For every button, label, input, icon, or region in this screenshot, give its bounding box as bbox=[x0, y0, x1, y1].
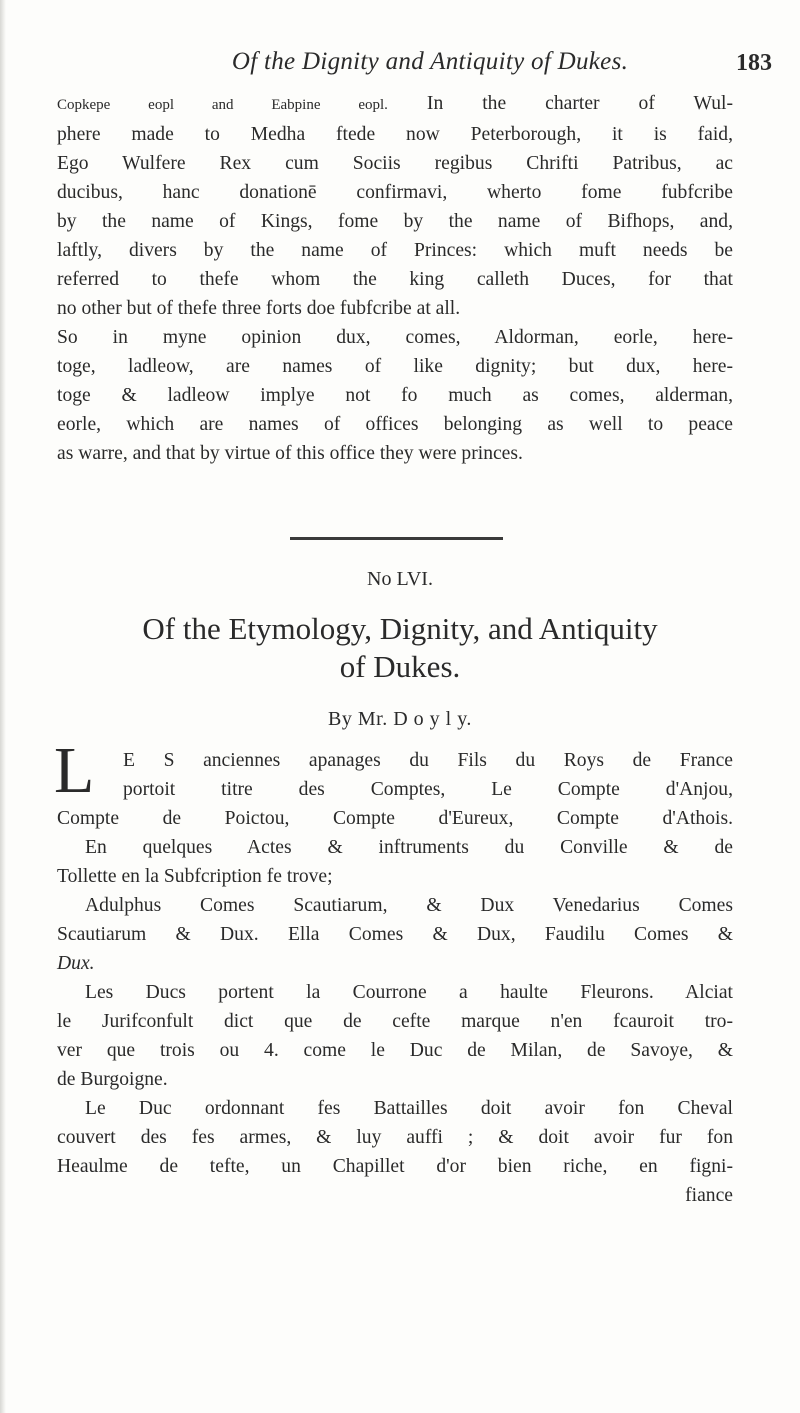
text-line: le Jurifconfult dict que de cefte marque n'en fcauroit tro- bbox=[57, 1011, 733, 1032]
text-line: portoit titre des Comptes, Le Compte d'Anjou, bbox=[123, 779, 733, 800]
page-number: 183 bbox=[736, 50, 772, 76]
article-body bbox=[57, 746, 733, 1210]
text-line: ver que trois ou 4. come le Duc de Milan, de Savoye, & bbox=[57, 1040, 733, 1061]
text-line: Dux. bbox=[57, 953, 95, 974]
article-title-line: Of the Etymology, Dignity, and Antiquity bbox=[142, 611, 658, 646]
text-line: de Burgoigne. bbox=[57, 1069, 168, 1090]
text-line: So in myne opinion dux, comes, Aldorman, eorle, here- bbox=[57, 327, 733, 348]
text-line: Tollette en la Subfcription fe trove; bbox=[57, 866, 333, 887]
text-line: couvert des fes armes, & luy auffi ; & doit avoir fur fon bbox=[57, 1127, 733, 1148]
text-line: Ego Wulfere Rex cum Sociis regibus Chrifti Patribus, ac bbox=[57, 153, 733, 174]
text-line: Heaulme de tefte, un Chapillet d'or bien riche, en figni- bbox=[57, 1156, 733, 1177]
text-line: by the name of Kings, fome by the name of Bifhops, and, bbox=[57, 211, 733, 232]
text-line: referred to thefe whom the king calleth Duces, for that bbox=[57, 269, 733, 290]
text-line: as warre, and that by virtue of this office they were princes. bbox=[57, 443, 523, 464]
text-line: Compte de Poictou, Compte d'Eureux, Compte d'Athois. bbox=[57, 808, 733, 829]
text-line: Le Duc ordonnant fes Battailles doit avoir fon Cheval bbox=[85, 1098, 733, 1119]
text-line: toge, ladleow, are names of like dignity; but dux, here- bbox=[57, 356, 733, 377]
text-line: no other but of thefe three forts doe fubfcribe at all. bbox=[57, 298, 461, 319]
drop-cap: L bbox=[54, 734, 95, 807]
article-byline: By Mr. D o y l y. bbox=[328, 708, 472, 730]
section-divider bbox=[290, 537, 503, 540]
text-line: Copkepe eopl and Eabpine eopl. In the charter of Wul- bbox=[57, 93, 733, 114]
text-line: Les Ducs portent la Courrone a haulte Fleurons. Alciat bbox=[85, 982, 733, 1003]
text-line: ducibus, hanc donationē confirmavi, wherto fome fubfcribe bbox=[57, 182, 733, 203]
top-paragraph bbox=[57, 89, 733, 468]
catchword: fiance bbox=[685, 1185, 733, 1206]
article-title-line: of Dukes. bbox=[339, 649, 461, 684]
text-line: Adulphus Comes Scautiarum, & Dux Venedarius Comes bbox=[85, 895, 733, 916]
text-line: En quelques Actes & inftruments du Conville & de bbox=[85, 837, 733, 858]
text-line: Scautiarum & Dux. Ella Comes & Dux, Faudilu Comes & bbox=[57, 924, 733, 945]
running-head: Of the Dignity and Antiquity of Dukes. bbox=[231, 48, 629, 75]
text-line: eorle, which are names of offices belonging as well to peace bbox=[57, 414, 733, 435]
text-line: E S anciennes apanages du Fils du Roys de France bbox=[123, 750, 733, 771]
article-number: No LVI. bbox=[367, 568, 433, 590]
article-title bbox=[0, 610, 800, 686]
text-line: toge & ladleow implye not fo much as comes, alderman, bbox=[57, 385, 733, 406]
old-english-phrase: Copkepe eopl and Eabpine eopl. bbox=[57, 97, 388, 113]
text-line: phere made to Medha ftede now Peterborough, it is faid, bbox=[57, 124, 733, 145]
text-line: laftly, divers by the name of Princes: which muft needs be bbox=[57, 240, 733, 261]
binding-shadow bbox=[0, 0, 6, 1413]
